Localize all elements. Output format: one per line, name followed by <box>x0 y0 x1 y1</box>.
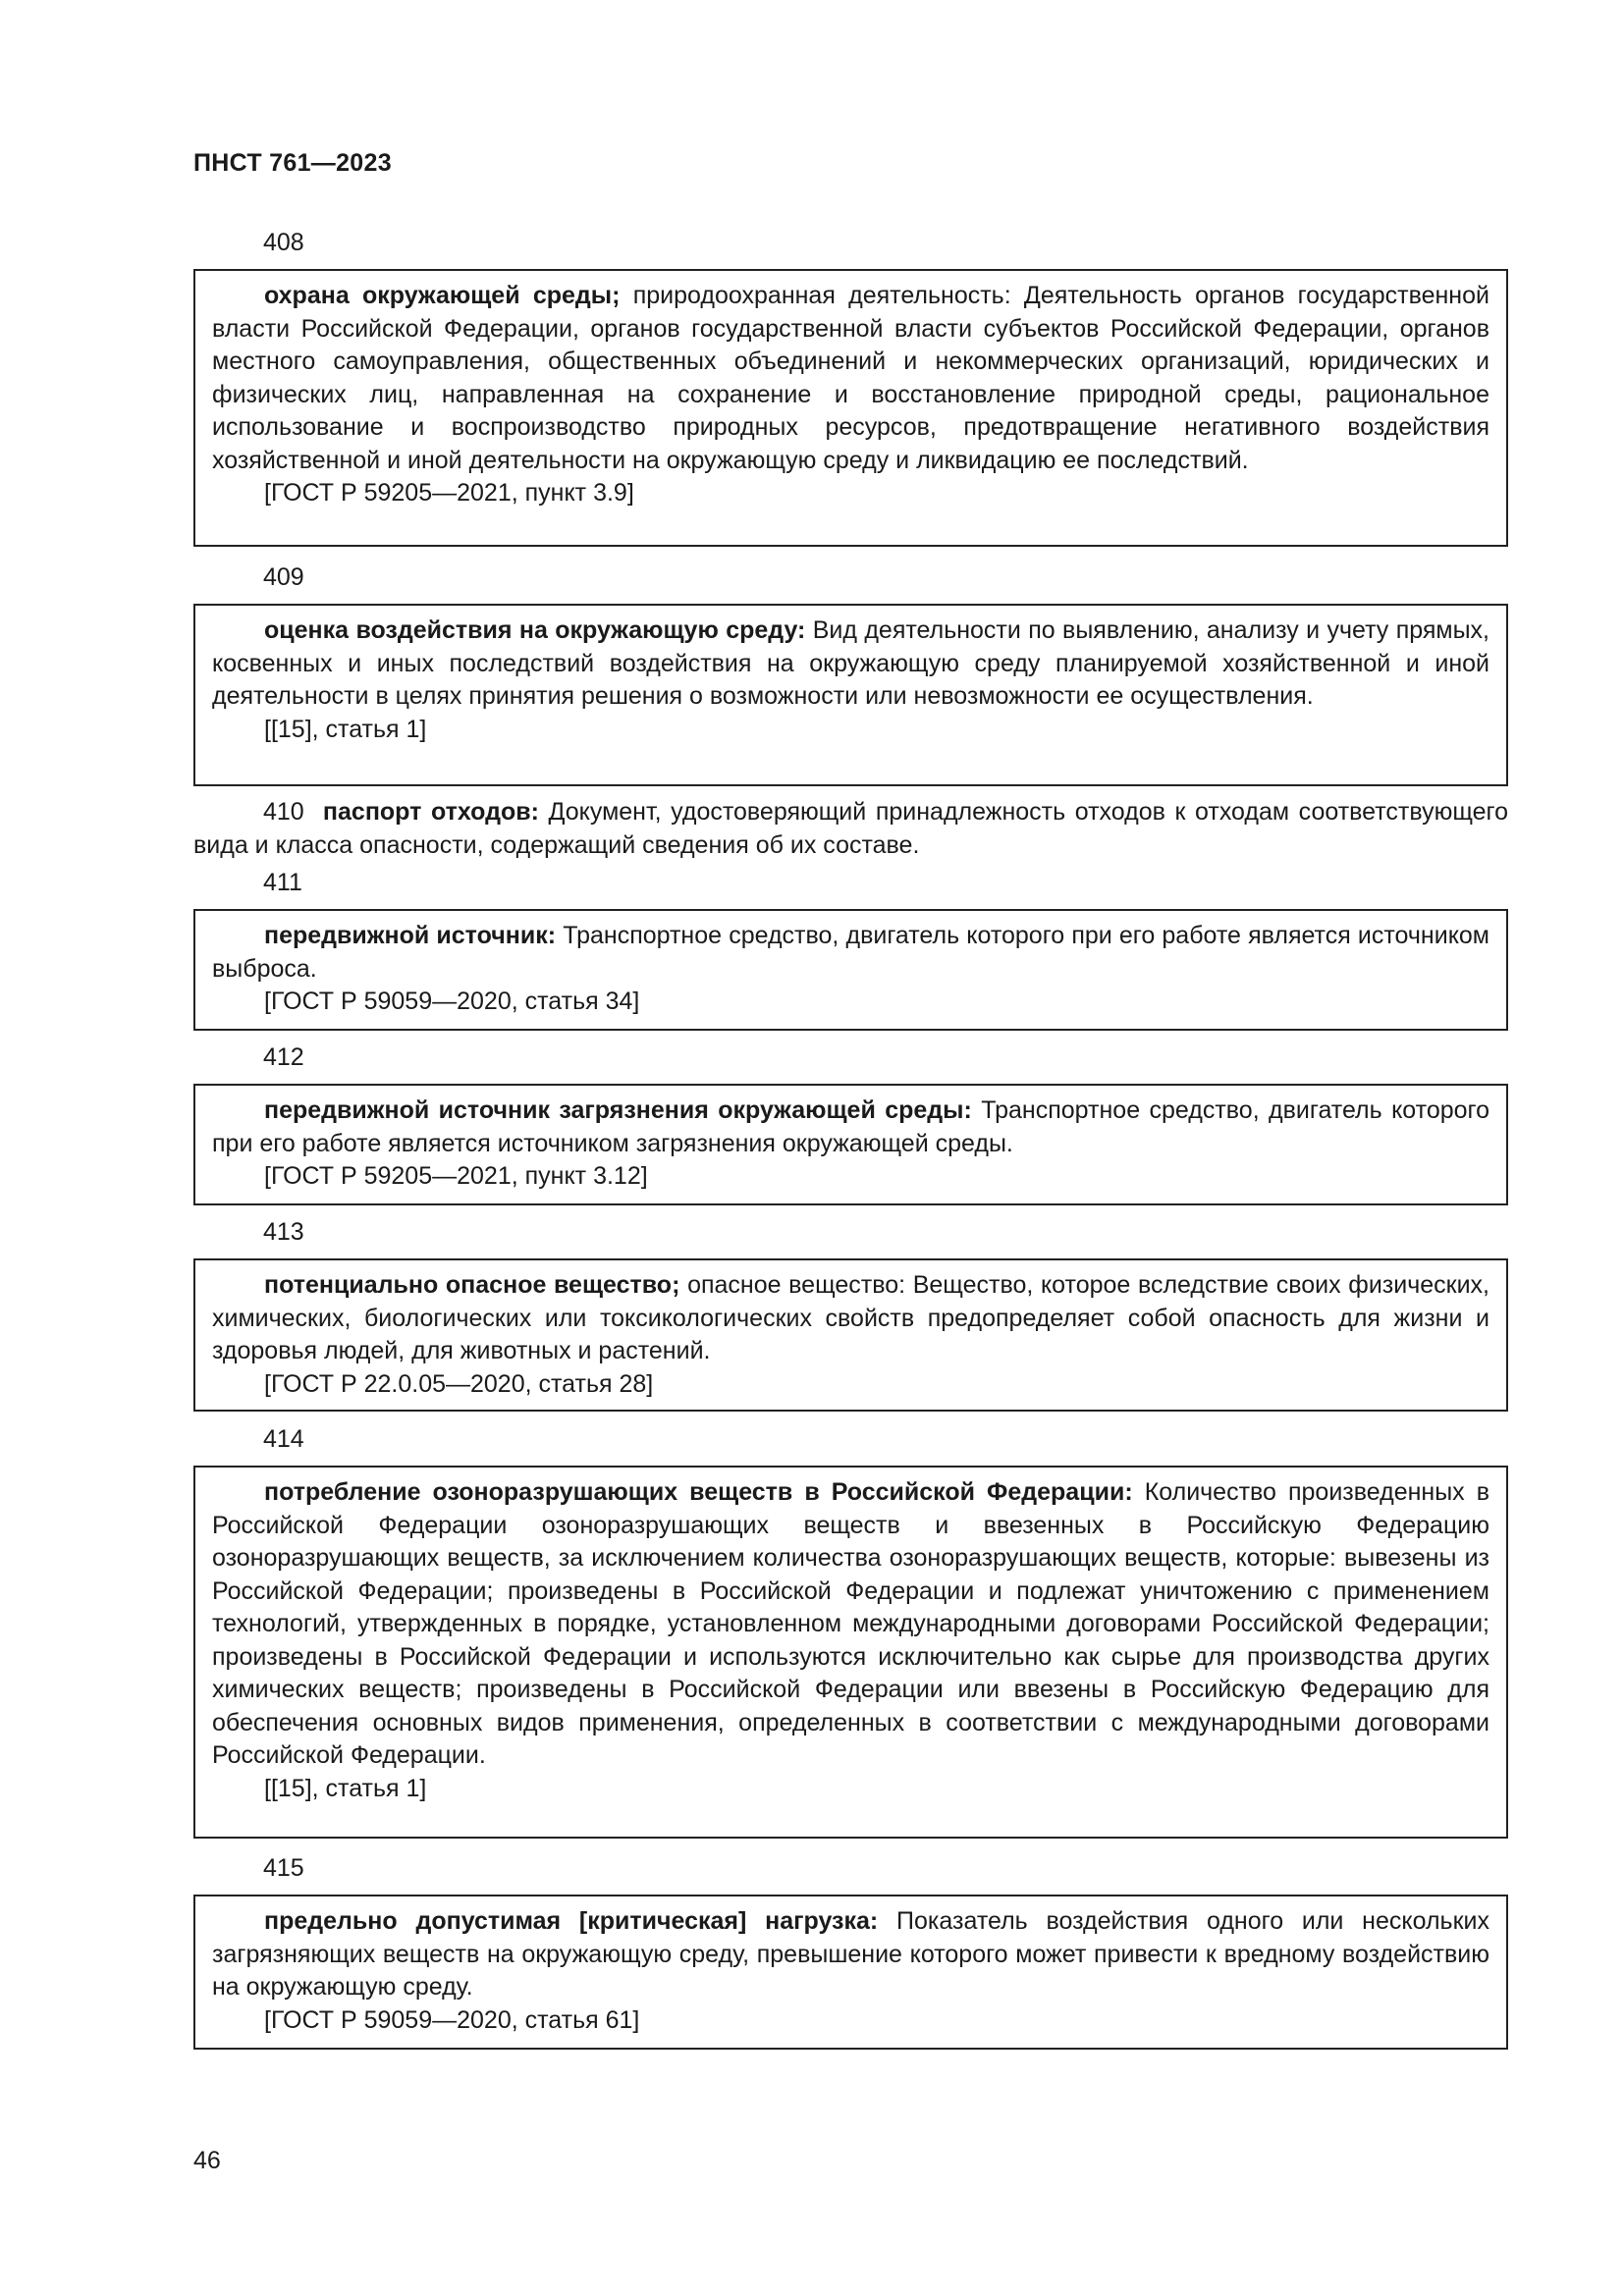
source-reference: [[15], статья 1] <box>264 1774 427 1802</box>
definition-body: Документ, удостоверяющий принадлежность отходов к отходам соответствующего вида и класса опасности, содержащий сведения об их составе. <box>193 798 1508 859</box>
definition-body: Транспортное средство, двигатель которого при его работе является источником загрязнения окружающей среды. <box>212 1096 1489 1157</box>
definition-body: Вид деятельности по выявлению, анализу и учету прямых, косвенных и иных последствий воздействия на окружающую среду планируемой хозяйственной и иной деятельности в целях принятия решения о возможности или невозможности ее осуществления. <box>212 616 1489 710</box>
entry-number-414: 414 <box>263 1425 304 1453</box>
term: оценка воздействия на окружающую среду: <box>264 616 806 644</box>
definition-body: Показатель воздействия одного или нескольких загрязняющих веществ на окружающую среду, превышение которого может привести к вредному воздействию на окружающую среду. <box>212 1907 1489 2001</box>
source-reference: [ГОСТ Р 59059—2020, статья 61] <box>264 2005 640 2034</box>
term: потребление озоноразрушающих веществ в Российской Федерации: <box>264 1478 1133 1506</box>
definition-text <box>212 920 1489 986</box>
definition-text <box>193 796 1508 862</box>
entry-number-409: 409 <box>263 563 304 591</box>
entry-number-410: 410 <box>263 798 304 826</box>
entry-number-415: 415 <box>263 1854 304 1882</box>
definition-entry-410 <box>193 796 1508 862</box>
definition-box-412 <box>193 1084 1508 1205</box>
definition-text <box>212 1095 1489 1160</box>
entry-number-411: 411 <box>263 869 302 896</box>
source-reference: [[15], статья 1] <box>264 715 427 743</box>
source-reference: [ГОСТ Р 59205—2021, пункт 3.9] <box>264 479 634 507</box>
entry-number-408: 408 <box>263 229 304 256</box>
definition-text <box>212 1905 1489 2004</box>
document-header: ПНСТ 761—2023 <box>193 149 392 177</box>
source-reference: [ГОСТ Р 59205—2021, пункт 3.12] <box>264 1162 648 1190</box>
definition-body: природоохранная деятельность: Деятельность органов государственной власти Российской Федерации, органов государственной власти субъектов Российской Федерации, органов местного самоуправления, общественных объединений и некоммерческих организаций, юридических и физических лиц, направленная на сохранение и восстановление природной среды, рациональное использование и воспроизводство природных ресурсов, предотвращение негативного воздействия хозяйственной и иной деятельности на окружающую среду и ликвидацию ее последствий. <box>212 282 1489 474</box>
entry-number-413: 413 <box>263 1218 304 1246</box>
definition-body: опасное вещество: Вещество, которое вследствие своих физических, химических, биологических или токсикологических свойств предопределяет собой опасность для жизни и здоровья людей, для животных и растений. <box>212 1271 1489 1364</box>
definition-box-409 <box>193 604 1508 786</box>
definition-text <box>212 1476 1489 1773</box>
term: потенциально опасное вещество; <box>264 1271 680 1299</box>
term: охрана окружающей среды; <box>264 282 621 309</box>
definition-box-411 <box>193 909 1508 1031</box>
term: передвижной источник загрязнения окружающей среды: <box>264 1096 972 1124</box>
definition-text <box>212 1269 1489 1368</box>
definition-box-414 <box>193 1466 1508 1839</box>
definition-box-415 <box>193 1895 1508 2050</box>
definition-box-408 <box>193 269 1508 547</box>
term: передвижной источник: <box>264 922 557 949</box>
entry-number-412: 412 <box>263 1043 304 1071</box>
term: предельно допустимая [критическая] нагрузка: <box>264 1907 879 1935</box>
definition-body: Количество произведенных в Российской Федерации озоноразрушающих веществ и ввезенных в Российскую Федерацию озоноразрушающих веществ, за исключением количества озоноразрушающих веществ, которые: вывезены из Российской Федерации; произведены в Российской Федерации и подлежат уничтожению с применением технологий, утвержденных в порядке, установленном международными договорами Российской Федерации; произведены в Российской Федерации и используются исключительно как сырье для производства других химических веществ; произведены в Российской Федерации или ввезены в Российскую Федерацию для обеспечения основных видов применения, определенных в соответствии с международными договорами Российской Федерации. <box>212 1478 1489 1769</box>
definition-body: Транспортное средство, двигатель которого при его работе является источником выброса. <box>212 922 1489 983</box>
definition-text <box>212 614 1489 714</box>
definition-text <box>212 280 1489 477</box>
term: паспорт отходов: <box>322 798 539 826</box>
source-reference: [ГОСТ Р 59059—2020, статья 34] <box>264 988 640 1015</box>
definition-box-413 <box>193 1258 1508 1412</box>
page-number: 46 <box>193 2147 221 2174</box>
source-reference: [ГОСТ Р 22.0.05—2020, статья 28] <box>264 1369 654 1398</box>
